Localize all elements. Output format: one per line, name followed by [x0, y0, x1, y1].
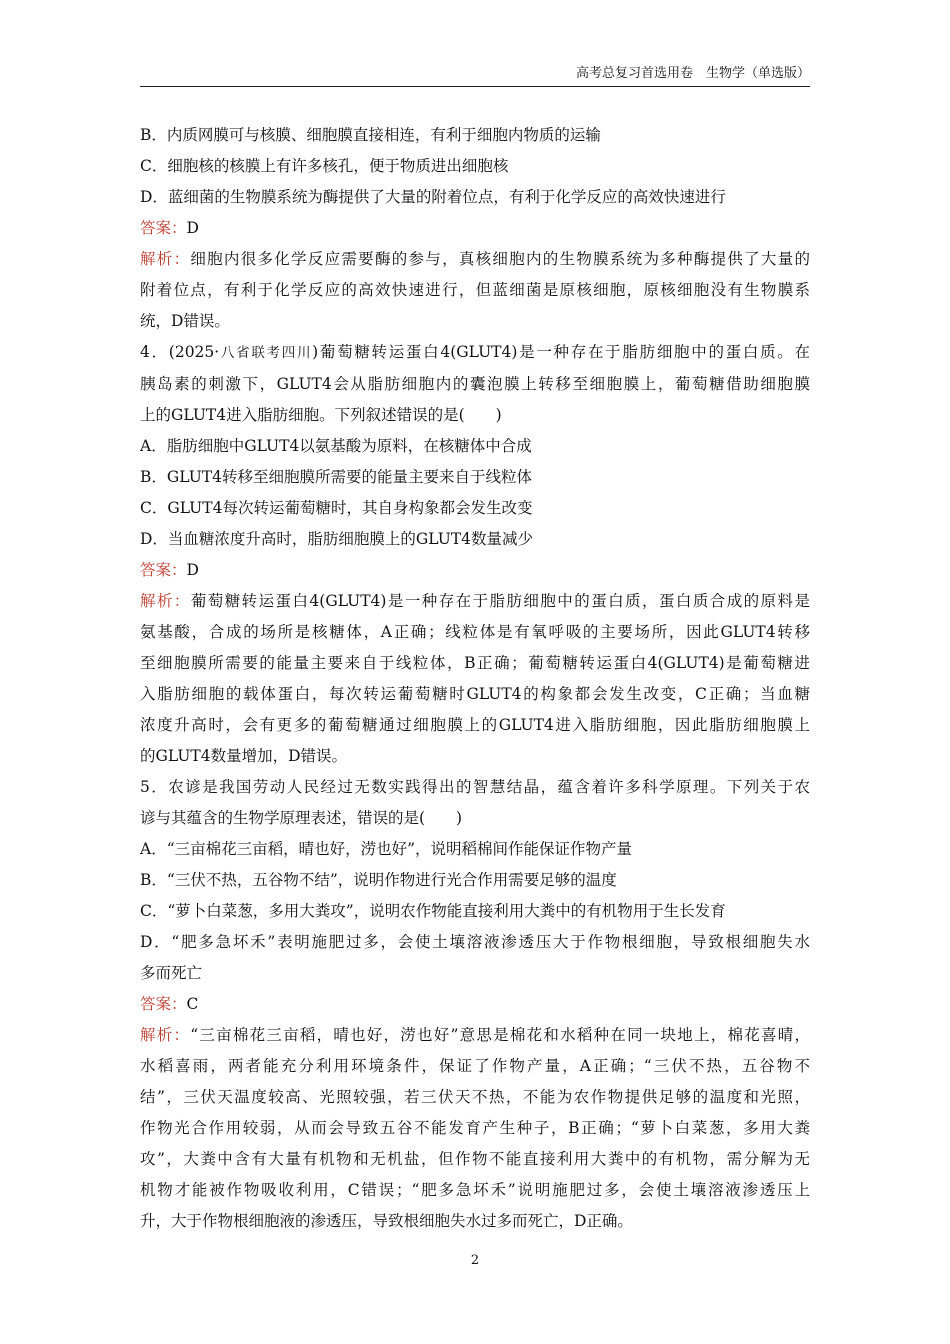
answer-label: 答案：: [140, 561, 187, 579]
q3-option-c: C．细胞核的核膜上有许多核孔，便于物质进出细胞核: [140, 157, 509, 175]
q5-answer: [140, 989, 810, 1020]
analysis-label: 解析：: [140, 250, 191, 268]
q5-option-d-line-1: D．“肥多急坏禾”表明施肥过多，会使土壤溶液渗透压大于作物根细胞，导致根细胞失水: [140, 933, 810, 951]
q5-analysis-line-6: 机物才能被作物吸收利用，C错误；“肥多急坏禾”说明施肥过多，会使土壤溶液渗透压上: [140, 1181, 810, 1199]
q3-analysis-line-3: 统，D错误。: [140, 312, 230, 330]
q5-analysis-line-4: 作物光合作用较弱，从而会导致五谷不能发育产生种子，B正确；“萝卜白菜葱，多用大粪: [140, 1119, 810, 1137]
q5-analysis-line-1: 解析：“三亩棉花三亩稻，晴也好，涝也好”意思是棉花和水稻种在同一块地上，棉花喜晴，: [140, 1026, 810, 1044]
analysis-label: 解析：: [140, 592, 191, 610]
q4-source: 八省联考四川: [219, 345, 313, 361]
q4-analysis-line-1: 解析：葡萄糖转运蛋白4(GLUT4)是一种存在于脂肪细胞中的蛋白质，蛋白质合成的原料是: [140, 592, 810, 610]
answer-value: D: [186, 219, 199, 237]
q5-option-b: B．“三伏不热，五谷物不结”，说明作物进行光合作用需要足够的温度: [140, 871, 617, 889]
header-title: 高考总复习首选用卷 生物学（单选版）: [575, 66, 810, 81]
q4-stem-line-2: 胰岛素的刺激下，GLUT4会从脂肪细胞内的囊泡膜上转移至细胞膜上，葡萄糖借助细胞膜: [140, 375, 810, 393]
q4-analysis-line-4: 入脂肪细胞的载体蛋白，每次转运葡萄糖时GLUT4的构象都会发生改变，C正确；当血糖: [140, 685, 810, 703]
q5-stem-line-1: 5．农谚是我国劳动人民经过无数实践得出的智慧结晶，蕴含着许多科学原理。下列关于农: [140, 778, 810, 796]
answer-value: D: [186, 561, 199, 579]
q5-option-d-line-2: 多而死亡: [140, 964, 203, 982]
answer-value: C: [186, 995, 199, 1013]
q5-analysis-line-7: 升，大于作物根细胞液的渗透压，导致根细胞失水过多而死亡，D正确。: [140, 1212, 633, 1230]
q5-stem-line-2: 谚与其蕴含的生物学原理表述，错误的是( ): [140, 809, 463, 827]
page-content: [140, 120, 810, 1237]
q5-analysis-line-2: 水稻喜雨，两者能充分利用环境条件，保证了作物产量，A正确；“三伏不热，五谷物不: [140, 1057, 810, 1075]
q3-analysis-line-2: 附着位点，有利于化学反应的高效快速进行，但蓝细菌是原核细胞，原核细胞没有生物膜系: [140, 281, 810, 299]
q3-answer: [140, 213, 810, 244]
q4-stem-line-1: 4．(2025·八省联考四川)葡萄糖转运蛋白4(GLUT4)是一种存在于脂肪细胞中的蛋白质。在: [140, 343, 810, 361]
answer-label: 答案：: [140, 995, 187, 1013]
q4-analysis-line-6: 的GLUT4数量增加，D错误。: [140, 747, 348, 765]
q4-analysis-line-5: 浓度升高时，会有更多的葡萄糖通过细胞膜上的GLUT4进入脂肪细胞，因此脂肪细胞膜上: [140, 716, 810, 734]
page-number: 2: [470, 1253, 480, 1268]
q4-analysis-line-3: 至细胞膜所需要的能量主要来自于线粒体，B正确；葡萄糖转运蛋白4(GLUT4)是葡萄糖进: [140, 654, 810, 672]
q5-option-a: A．“三亩棉花三亩稻，晴也好，涝也好”，说明稻棉间作能保证作物产量: [140, 840, 633, 858]
q3-analysis-line-1: 解析：细胞内很多化学反应需要酶的参与，真核细胞内的生物膜系统为多种酶提供了大量的: [140, 250, 810, 268]
q5-analysis-line-5: 攻”，大粪中含有大量有机物和无机盐，但作物不能直接利用大粪中的有机物，需分解为无: [140, 1150, 810, 1168]
q3-option-b: B．内质网膜可与核膜、细胞膜直接相连，有利于细胞内物质的运输: [140, 126, 601, 144]
q4-option-a: A．脂肪细胞中GLUT4以氨基酸为原料，在核糖体中合成: [140, 437, 532, 455]
q5-analysis-line-3: 结”，三伏天温度较高、光照较强，若三伏天不热，不能为农作物提供足够的温度和光照，: [140, 1088, 810, 1106]
q4-answer: [140, 555, 810, 586]
q4-analysis-line-2: 氨基酸，合成的场所是核糖体，A正确；线粒体是有氧呼吸的主要场所，因此GLUT4转移: [140, 623, 810, 641]
q3-option-d: D．蓝细菌的生物膜系统为酶提供了大量的附着位点，有利于化学反应的高效快速进行: [140, 188, 726, 206]
q4-option-d: D．当血糖浓度升高时，脂肪细胞膜上的GLUT4数量减少: [140, 530, 534, 548]
q4-option-c: C．GLUT4每次转运葡萄糖时，其自身构象都会发生改变: [140, 499, 533, 517]
analysis-label: 解析：: [140, 1026, 191, 1044]
page-header: [140, 64, 810, 87]
q4-option-b: B．GLUT4转移至细胞膜所需要的能量主要来自于线粒体: [140, 468, 532, 486]
answer-label: 答案：: [140, 219, 187, 237]
q4-stem-line-3: 上的GLUT4进入脂肪细胞。下列叙述错误的是( ): [140, 406, 502, 424]
q5-option-c: C．“萝卜白菜葱，多用大粪攻”，说明农作物能直接利用大粪中的有机物用于生长发育: [140, 902, 726, 920]
